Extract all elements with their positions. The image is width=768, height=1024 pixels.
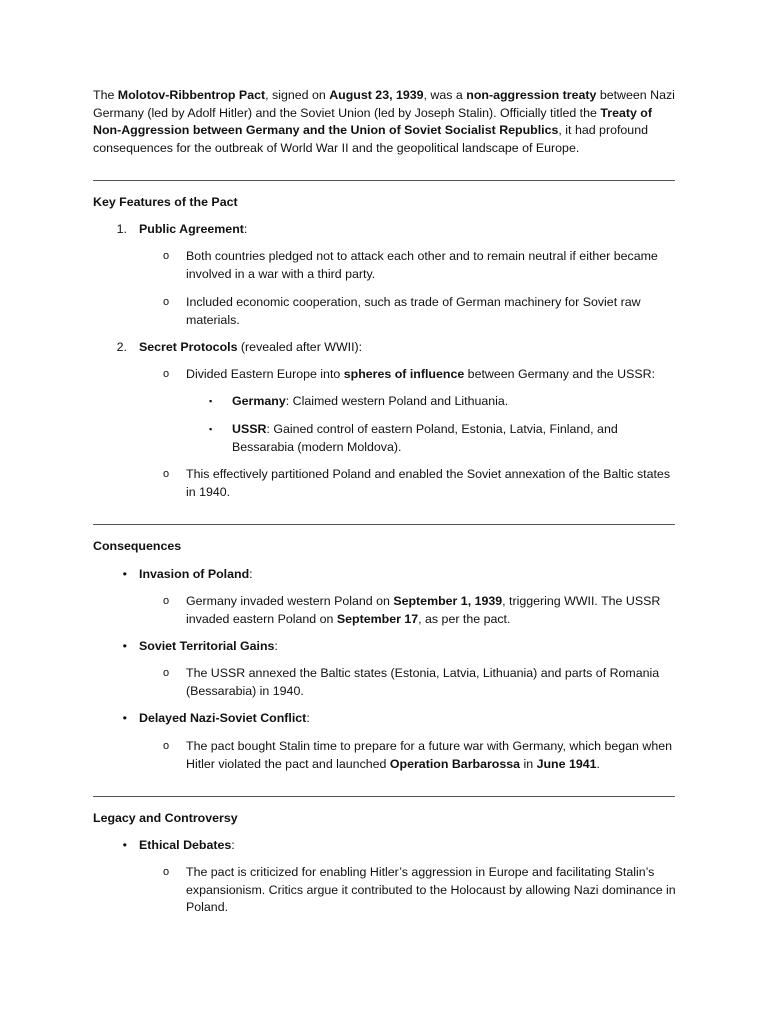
disc-bullet-icon: • (122, 567, 127, 581)
square-bullet-icon: ▪ (209, 396, 213, 406)
sub-bullet (163, 864, 678, 917)
text: : (274, 639, 278, 653)
circle-bullet-icon: o (163, 468, 170, 480)
emphasis: September 1, 1939 (393, 594, 503, 608)
text: : (231, 838, 235, 852)
divider (93, 180, 675, 181)
disc-bullet-icon: • (122, 838, 127, 852)
sub-sub-bullet (209, 421, 672, 456)
sub-bullet (163, 466, 678, 501)
pact-name: Molotov-Ribbentrop Pact (117, 88, 266, 102)
emphasis: September 17 (336, 611, 419, 626)
text: in (520, 756, 537, 771)
sub-bullet (163, 738, 678, 773)
text: : (243, 222, 248, 236)
text: The USSR annexed the Baltic states (Estonia, Latvia, Lithuania) and parts of Romania (Bessarabia) in 1940. (186, 666, 660, 698)
section-heading-legacy: Legacy and Controversy (93, 811, 238, 825)
text: , was a (423, 88, 467, 102)
disc-bullet-icon: • (122, 711, 127, 725)
text: (revealed after WWII): (237, 340, 363, 354)
sub-bullet (163, 248, 678, 283)
section-heading-key-features: Key Features of the Pact (93, 195, 238, 209)
text: , signed on (265, 88, 330, 102)
text: The (93, 88, 118, 102)
numbered-item-secret-protocols (116, 339, 679, 357)
numbered-item-public-agreement (116, 221, 679, 239)
text: : Claimed western Poland and Lithuania. (285, 394, 509, 408)
text: This effectively partitioned Poland and enabled the Soviet annexation of the Baltic states in 1940. (186, 467, 671, 499)
list-number: 1. (116, 222, 127, 236)
signing-date: August 23, 1939 (329, 88, 424, 102)
circle-bullet-icon: o (163, 740, 170, 752)
text: : (249, 567, 253, 581)
treaty-type: non-aggression treaty (466, 88, 597, 102)
text: , it had profound consequences for the outbreak of World War II and the geopolitical landscape of Europe. (93, 123, 648, 155)
emphasis: spheres of influence (343, 367, 465, 381)
text: , triggering WWII. The USSR invaded eastern Poland on (186, 594, 661, 626)
bullet-item-delayed-conflict (122, 710, 679, 728)
circle-bullet-icon: o (163, 368, 170, 380)
item-title: Invasion of Poland (139, 567, 250, 581)
text: : (306, 711, 310, 725)
item-title: Secret Protocols (139, 340, 238, 354)
text: , as per the pact. (418, 611, 511, 626)
official-title: Treaty of Non-Aggression between Germany and the Union of Soviet Socialist Republics (93, 105, 653, 137)
circle-bullet-icon: o (163, 296, 170, 308)
item-title: Public Agreement (139, 222, 244, 236)
bullet-item-territorial-gains (122, 638, 679, 656)
bullet-item-ethical-debates (122, 837, 679, 855)
item-title: Soviet Territorial Gains (139, 639, 275, 653)
list-number: 2. (116, 340, 127, 354)
text: between Nazi Germany (led by Adolf Hitler) and the Soviet Union (led by Joseph Stalin). Officially titled the (93, 88, 675, 120)
emphasis: Germany (232, 394, 286, 408)
sub-bullet (163, 665, 678, 700)
item-title: Ethical Debates (139, 838, 232, 852)
disc-bullet-icon: • (122, 639, 127, 653)
emphasis: Operation Barbarossa (389, 756, 521, 771)
square-bullet-icon: ▪ (209, 424, 213, 434)
text: : Gained control of eastern Poland, Estonia, Latvia, Finland, and Bessarabia (modern Moldova). (232, 422, 618, 454)
text: . (596, 756, 600, 771)
emphasis: USSR (232, 422, 267, 436)
divider (93, 524, 675, 525)
bullet-item-invasion (122, 566, 679, 584)
item-title: Delayed Nazi-Soviet Conflict (139, 711, 307, 725)
circle-bullet-icon: o (163, 595, 170, 607)
circle-bullet-icon: o (163, 667, 170, 679)
divider (93, 796, 675, 797)
section-heading-consequences: Consequences (93, 539, 182, 553)
circle-bullet-icon: o (163, 866, 170, 878)
sub-bullet (163, 366, 678, 384)
text: The pact is criticized for enabling Hitler’s aggression in Europe and facilitating Stalin’s expansionism. Critics argue it contributed to the Holocaust by allowing Nazi dominance in Poland. (186, 865, 676, 914)
emphasis: June 1941 (536, 756, 597, 771)
text: The pact bought Stalin time to prepare for a future war with Germany, which began when Hitler violated the pact and launched (186, 739, 673, 771)
sub-bullet (163, 294, 678, 329)
text: Divided Eastern Europe into (186, 367, 344, 381)
circle-bullet-icon: o (163, 250, 170, 262)
sub-sub-bullet (209, 393, 672, 411)
text: between Germany and the USSR: (464, 367, 656, 381)
text: Germany invaded western Poland on (186, 594, 394, 608)
text: Included economic cooperation, such as trade of German machinery for Soviet raw materials. (186, 295, 641, 327)
text: Both countries pledged not to attack each other and to remain neutral if either became involved in a war with a third party. (186, 249, 658, 281)
sub-bullet (163, 593, 678, 628)
intro-paragraph (93, 87, 683, 157)
